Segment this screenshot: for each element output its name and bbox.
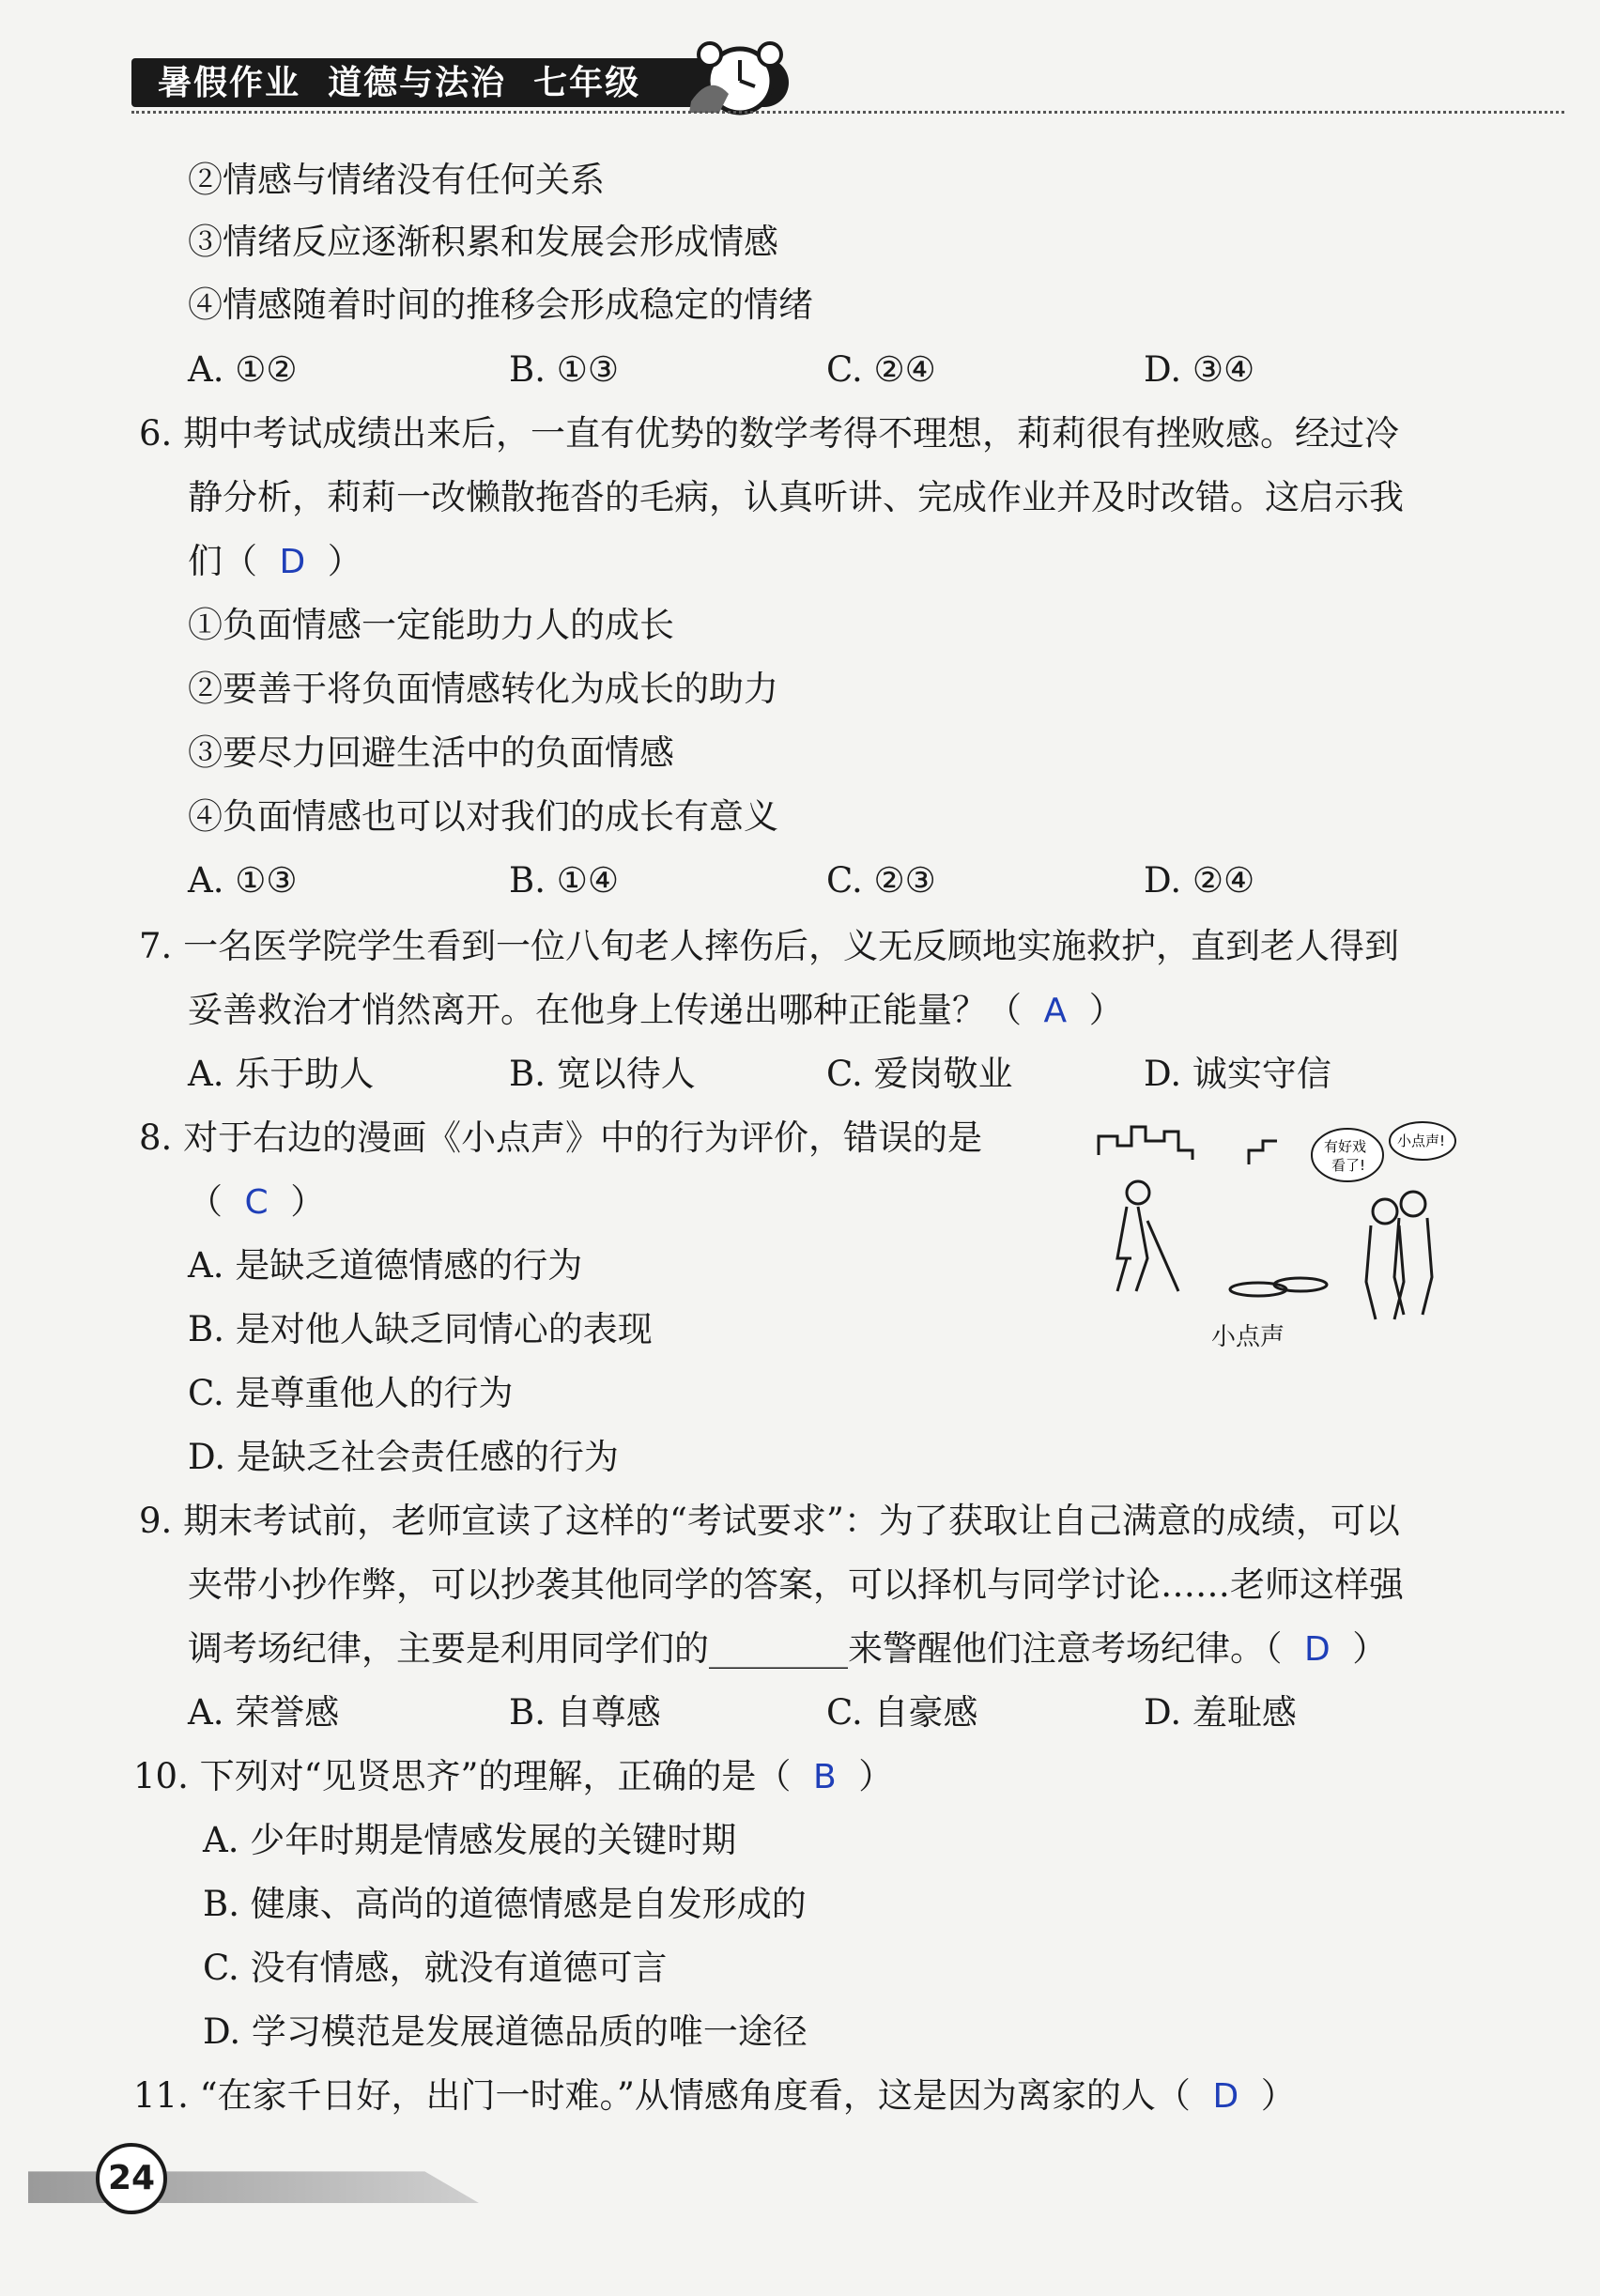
q7-stem-end: 妥善救治才悄然离开。在他身上传递出哪种正能量？（ A ） bbox=[188, 990, 1124, 1030]
comic-bubble-1b: 看了! bbox=[1331, 1157, 1366, 1174]
q6-item: ④负面情感也可以对我们的成长有意义 bbox=[188, 796, 778, 837]
q7-option-c: C. 爱岗敬业 bbox=[826, 1054, 1013, 1094]
q8-option-a: A. 是缺乏道德情感的行为 bbox=[188, 1245, 583, 1286]
q5-item: ④情感随着时间的推移会形成稳定的情绪 bbox=[188, 285, 813, 325]
q9-stem: 夹带小抄作弊，可以抄袭其他同学的答案，可以择机与同学讨论……老师这样强 bbox=[188, 1564, 1404, 1605]
header-divider bbox=[131, 111, 1564, 114]
q6-option-d: D. ②④ bbox=[1144, 860, 1255, 901]
q10-answer: B bbox=[812, 1758, 837, 1796]
q9-option-c: C. 自豪感 bbox=[826, 1692, 978, 1733]
q9-option-b: B. 自尊感 bbox=[509, 1692, 661, 1733]
q7-option-b: B. 宽以待人 bbox=[509, 1054, 696, 1094]
q8-stem: 8. 对于右边的漫画《小点声》中的行为评价，错误的是 bbox=[139, 1117, 983, 1158]
q6-option-c: C. ②③ bbox=[826, 860, 936, 901]
q9-stem: 9. 期末考试前，老师宣读了这样的“考试要求”：为了获取让自己满意的成绩，可以 bbox=[139, 1501, 1400, 1541]
header-title: 暑假作业 道德与法治 七年级 bbox=[158, 63, 641, 102]
q8-answer: C bbox=[244, 1183, 269, 1222]
q11-answer: D bbox=[1212, 2077, 1239, 2116]
q6-item: ①负面情感一定能助力人的成长 bbox=[188, 605, 674, 645]
q9-stem-end: 调考场纪律，主要是利用同学们的________来警醒他们注意考场纪律。（ D ） bbox=[188, 1628, 1388, 1669]
q6-answer: D bbox=[279, 543, 306, 581]
q8-option-c: C. 是尊重他人的行为 bbox=[188, 1373, 514, 1413]
q8-option-b: B. 是对他人缺乏同情心的表现 bbox=[188, 1309, 653, 1349]
q9-answer: D bbox=[1304, 1630, 1331, 1669]
comic-bubble-1a: 有好戏 bbox=[1324, 1138, 1367, 1155]
q5-option-c: C. ②④ bbox=[826, 349, 936, 390]
q10-option-c: C. 没有情感，就没有道德可言 bbox=[203, 1948, 668, 1988]
q11-stem: 11. “在家千日好，出门一时难。”从情感角度看，这是因为离家的人（ D ） bbox=[133, 2075, 1296, 2116]
q10-option-b: B. 健康、高尚的道德情感是自发形成的 bbox=[203, 1884, 807, 1924]
q6-item: ③要尽力回避生活中的负面情感 bbox=[188, 732, 674, 773]
q6-stem-end: 们（ D ） bbox=[188, 541, 362, 581]
q7-stem: 7. 一名医学院学生看到一位八旬老人摔伤后，义无反顾地实施救护，直到老人得到 bbox=[139, 926, 1400, 966]
q10-stem: 10. 下列对“见贤思齐”的理解，正确的是（ B ） bbox=[133, 1756, 894, 1796]
clock-mascot-icon bbox=[682, 26, 794, 116]
q6-item: ②要善于将负面情感转化为成长的助力 bbox=[188, 669, 778, 709]
page-number: 24 bbox=[107, 2159, 156, 2197]
q7-option-d: D. 诚实守信 bbox=[1144, 1054, 1331, 1094]
q6-stem: 静分析，莉莉一改懒散拖沓的毛病，认真听讲、完成作业并及时改错。这启示我 bbox=[188, 477, 1404, 517]
q5-option-a: A. ①② bbox=[188, 349, 298, 390]
q6-option-a: A. ①③ bbox=[188, 860, 298, 901]
q9-option-d: D. 羞耻感 bbox=[1144, 1692, 1297, 1733]
q8-stem-end: （ C ） bbox=[188, 1181, 326, 1222]
comic-caption: 小点声 bbox=[1211, 1323, 1285, 1351]
q7-answer: A bbox=[1043, 992, 1068, 1030]
q6-option-b: B. ①④ bbox=[509, 860, 620, 901]
q5-option-b: B. ①③ bbox=[509, 349, 620, 390]
q6-stem: 6. 期中考试成绩出来后，一直有优势的数学考得不理想，莉莉很有挫败感。经过冷 bbox=[139, 413, 1400, 454]
q5-option-d: D. ③④ bbox=[1144, 349, 1255, 390]
comic-bubble-2: 小点声! bbox=[1397, 1133, 1446, 1149]
q10-option-d: D. 学习模范是发展道德品质的唯一途径 bbox=[203, 2011, 808, 2052]
q5-item: ②情感与情绪没有任何关系 bbox=[188, 160, 605, 200]
q8-option-d: D. 是缺乏社会责任感的行为 bbox=[188, 1437, 619, 1477]
q7-option-a: A. 乐于助人 bbox=[188, 1054, 375, 1094]
q10-option-a: A. 少年时期是情感发展的关键时期 bbox=[203, 1820, 737, 1860]
q5-item: ③情绪反应逐渐积累和发展会形成情感 bbox=[188, 222, 778, 262]
q9-option-a: A. 荣誉感 bbox=[188, 1692, 340, 1733]
